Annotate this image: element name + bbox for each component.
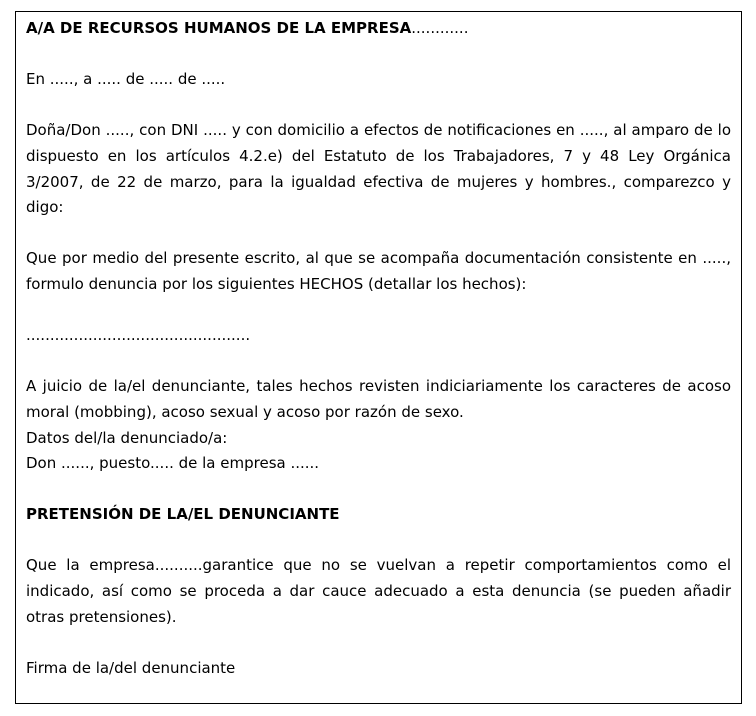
claim-paragraph: Que la empresa..........garantice que no se vuelvan a repetir comportamientos como el indicado, así como se proceda a dar cauce adecuado a esta denuncia (se pueden añadir otras pretensiones). [26, 556, 731, 626]
intro-paragraph: Doña/Don ....., con DNI ..... y con domicilio a efectos de notificaciones en ....., al amparo de lo dispuesto en los artículos 4.2.e) del Estatuto de los Trabajadores, 7 y 48 Ley Orgánica 3/2007, de 22 de marzo, para la igualdad efectiva de mujeres y hombres., comparezco y digo: [26, 121, 731, 217]
addressee-heading: A/A DE RECURSOS HUMANOS DE LA EMPRESA [26, 19, 412, 37]
addressee-line [26, 16, 731, 42]
facts-placeholder: ............................................... [26, 326, 251, 345]
document-frame [15, 11, 742, 704]
claim-heading: PRETENSIÓN DE LA/EL DENUNCIANTE [26, 505, 340, 524]
document-body [26, 16, 731, 681]
statement-paragraph: Que por medio del presente escrito, al que se acompaña documentación consistente en ....., formulo denuncia por los siguientes HECHOS (detallar los hechos): [26, 249, 731, 293]
addressee-dots: ............ [411, 19, 469, 37]
accused-label: Datos del/la denunciado/a: [26, 428, 228, 447]
place-date-line: En ....., a ..... de ..... de ..... [26, 70, 226, 89]
signature-line: Firma de la/del denunciante [26, 658, 236, 677]
accused-data: Don ......, puesto..... de la empresa ...... [26, 454, 320, 473]
opinion-paragraph: A juicio de la/el denunciante, tales hechos revisten indiciariamente los caracteres de acoso moral (mobbing), acoso sexual y acoso por razón de sexo. [26, 377, 731, 421]
